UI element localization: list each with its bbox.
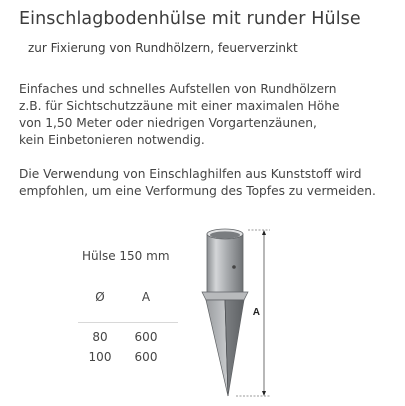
page-title: Einschlagbodenhülse mit runder Hülse	[19, 9, 361, 29]
sleeve-tube	[207, 234, 243, 294]
description-line: kein Einbetonieren notwendig.	[19, 133, 205, 147]
table-row	[78, 350, 178, 368]
description-line: von 1,50 Meter oder niedrigen Vorgartenzäunen,	[19, 116, 317, 130]
spike-left-face	[206, 300, 228, 396]
base-plate	[202, 292, 248, 300]
ground-spike-drawing-icon	[186, 220, 286, 405]
description-paragraph-1	[19, 81, 339, 149]
page-subtitle: zur Fixierung von Rundhölzern, feuerverzinkt	[28, 41, 298, 55]
table-row	[78, 330, 178, 348]
description-line: Die Verwendung von Einschlaghilfen aus Kunststoff wird	[19, 167, 362, 181]
dimension-label: A	[252, 307, 260, 318]
column-header-length: A	[141, 290, 151, 304]
column-header-diameter: Ø	[95, 290, 105, 304]
description-line: Einfaches und schnelles Aufstellen von Rundhölzern	[19, 82, 337, 96]
sleeve-inside	[210, 231, 240, 238]
screw-hole	[232, 265, 236, 269]
description-line: empfohlen, um eine Verformung des Topfes zu vermeiden.	[19, 184, 376, 198]
cell-diameter: 80	[92, 330, 108, 344]
cell-diameter: 100	[88, 350, 112, 364]
spec-table-header	[78, 290, 178, 312]
spec-table-title: Hülse 150 mm	[82, 249, 170, 263]
cell-length: 600	[134, 350, 158, 364]
cell-length: 600	[134, 330, 158, 344]
table-divider	[78, 322, 178, 323]
description-paragraph-2	[19, 166, 376, 200]
description-line: z.B. für Sichtschutzzäune mit einer maximalen Höhe	[19, 99, 340, 113]
